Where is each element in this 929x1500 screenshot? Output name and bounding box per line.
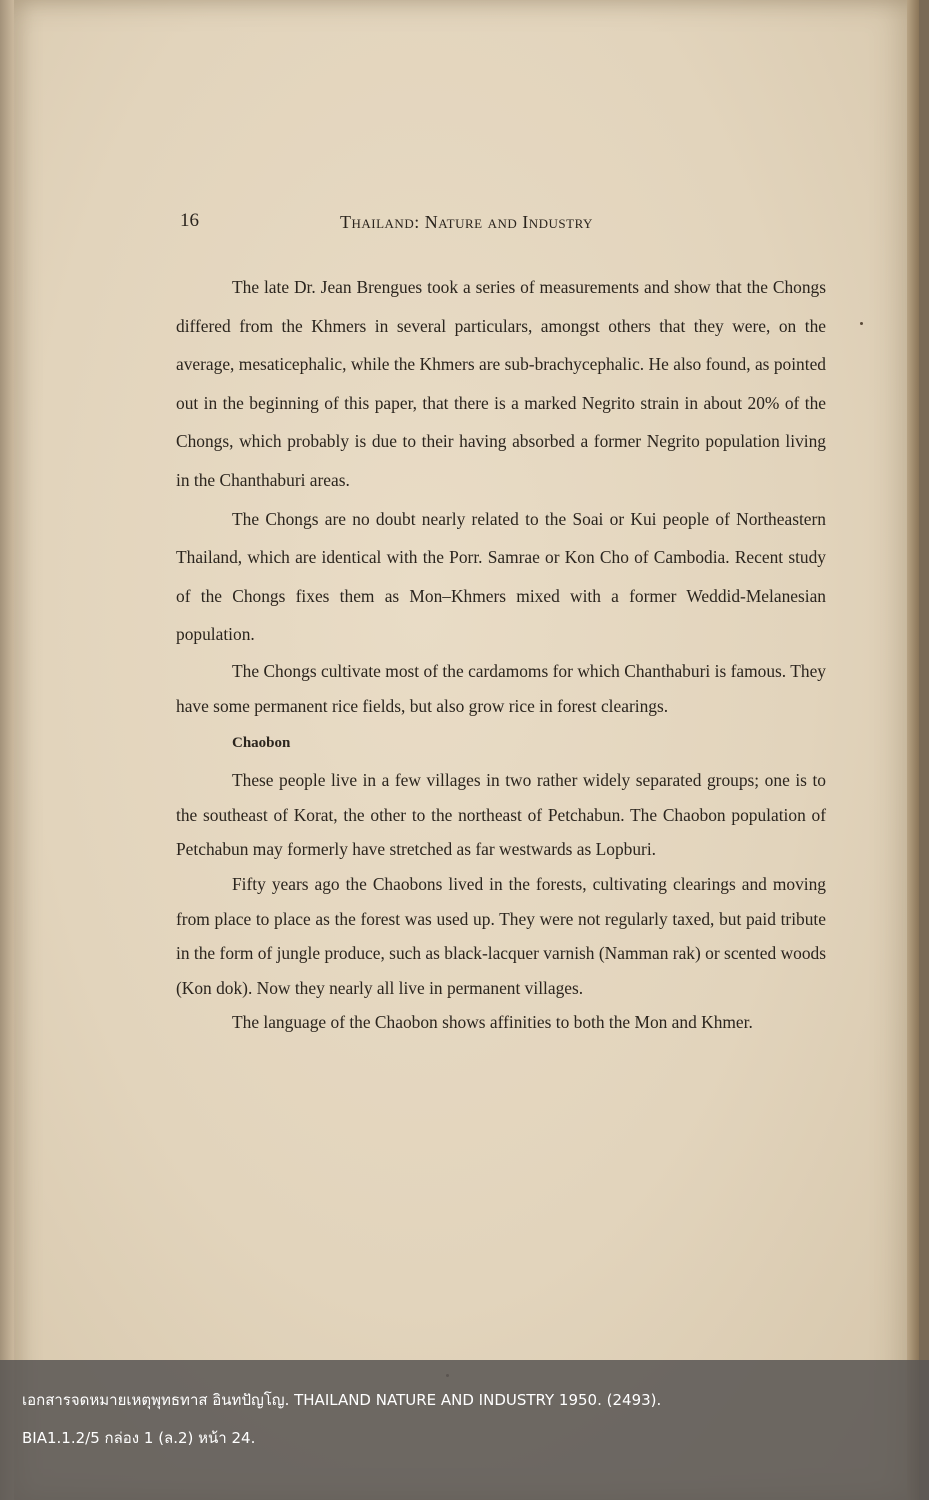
caption-line-1: เอกสารจดหมายเหตุพุทธทาส อินทปัญโญ. THAILAND NATURE AND INDUSTRY 1950. (2493). <box>22 1391 662 1409</box>
paragraph-4: These people live in a few villages in two rather widely separated groups; one is to the southeast of Korat, the other to the northeast of Petchabun. The Chaobon population of Petchabun may formerly have stretched as far westwards as Lopburi. <box>176 770 826 860</box>
caption-line-2: BIA1.1.2/5 กล่อง 1 (ล.2) หน้า 24. <box>22 1429 256 1447</box>
section-subheading: Chaobon <box>232 735 291 752</box>
page-edge <box>907 0 919 1500</box>
archive-caption-bar <box>0 1360 929 1500</box>
paper-speck <box>860 322 863 325</box>
running-title: Thailand: Nature and Industry <box>340 212 593 232</box>
paragraph-6: The language of the Chaobon shows affinities to both the Mon and Khmer. <box>232 1012 753 1033</box>
page-number: 16 <box>180 210 199 231</box>
paragraph-2: The Chongs are no doubt nearly related to the Soai or Kui people of Northeastern Thailand, which are identical with the Porr. Samrae or Kon Cho of Cambodia. Recent study of the Chongs fixes them as Mon–Khmers mixed with a former Weddid-Melanesian population. <box>176 508 826 645</box>
paragraph-5: Fifty years ago the Chaobons lived in the forests, cultivating clearings and moving from place to place as the forest was used up. They were not regularly taxed, but paid tribute in the form of jungle produce, such as black-lacquer varnish (Namman rak) or scented woods (Kon dok). Now they nearly all live in permanent villages. <box>176 873 826 998</box>
page-header <box>180 210 830 236</box>
paragraph-3: The Chongs cultivate most of the cardamoms for which Chanthaburi is famous. They have some permanent rice fields, but also grow rice in forest clearings. <box>176 660 826 716</box>
body-text <box>176 268 826 1040</box>
paragraph-1: The late Dr. Jean Brengues took a series of measurements and show that the Chongs differed from the Khmers in several particulars, amongst others that they were, on the average, mesaticephalic, while the Khmers are sub-brachycephalic. He also found, as pointed out in the beginning of this paper, that there is a marked Negrito strain in about 20% of the Chongs, which probably is due to their having absorbed a former Negrito population living in the Chanthaburi areas. <box>176 277 826 490</box>
